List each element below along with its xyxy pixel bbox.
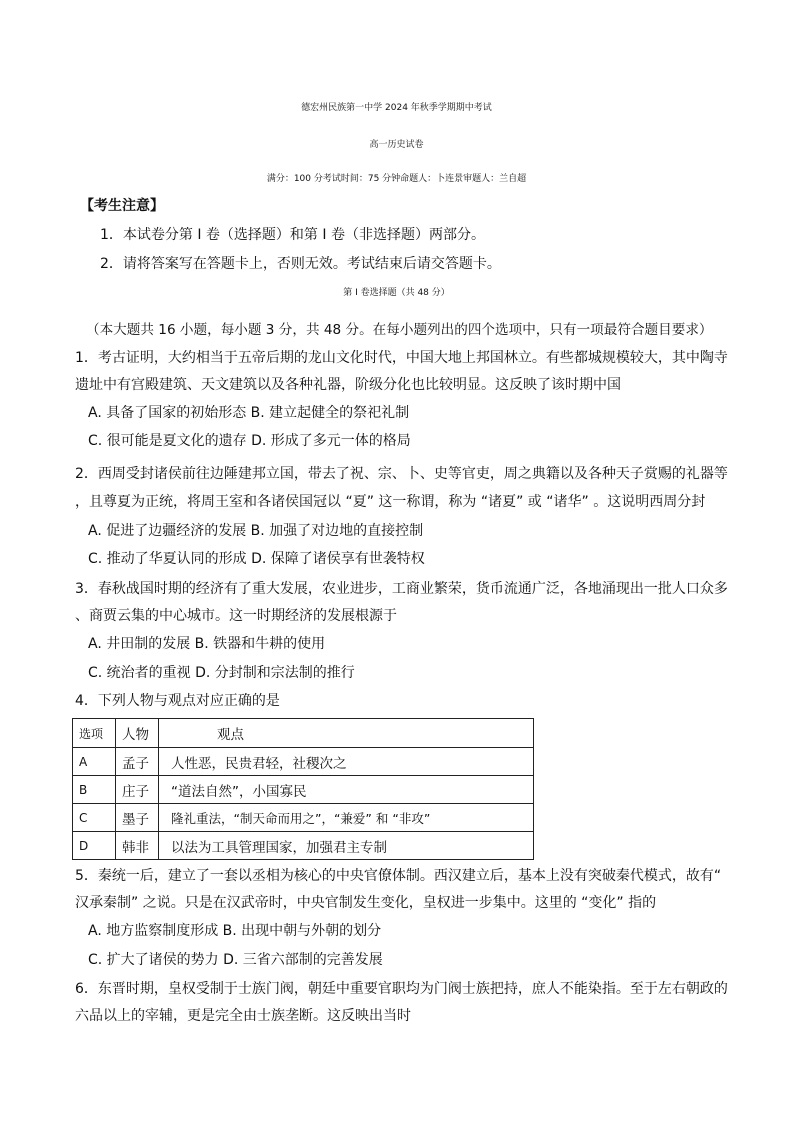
table-row xyxy=(73,748,534,776)
table-header-cell: 人物 xyxy=(116,719,159,748)
q5-stem-line2: 汉承秦制” 之说。只是在汉武帝时，中央官制发生变化，皇权进一步集中。这里的 “变化” 指的 xyxy=(75,895,657,911)
table-cell-view: “道法自然”，小国寡民 xyxy=(159,776,534,804)
table-header-cell: 选项 xyxy=(73,719,116,748)
q2-options-ab: A. 促进了边疆经济的发展 B. 加强了对边地的直接控制 xyxy=(88,523,424,539)
q2-stem-line2: ，且尊夏为正统，将周王室和各诸侯国冠以 “夏” 这一称谓，称为 “诸夏” 或 “诸华” 。这说明西周分封 xyxy=(75,494,706,510)
section1-heading: 第 Ⅰ 卷选择题（共 48 分） xyxy=(343,288,450,298)
table-cell-person: 墨子 xyxy=(116,804,159,832)
table-cell-option: A xyxy=(73,748,116,776)
q1-options-cd: C. 很可能是夏文化的遗存 D. 形成了多元一体的格局 xyxy=(88,433,411,449)
table-cell-option: B xyxy=(73,776,116,804)
table-row xyxy=(73,776,534,804)
q2-stem-line1: 2．西周受封诸侯前往边陲建邦立国，带去了祝、宗、卜、史等官吏，周之典籍以及各种天子赏赐的礼器等 xyxy=(75,466,728,482)
q3-stem-line1: 3．春秋战国时期的经济有了重大发展，农业进步，工商业繁荣，货币流通广泛，各地涌现出一批人口众多 xyxy=(75,581,728,597)
table-cell-view: 以法为工具管理国家，加强君主专制 xyxy=(159,832,534,860)
paper-title: 高一历史试卷 xyxy=(369,140,424,150)
q5-stem-line1: 5．秦统一后，建立了一套以丞相为核心的中央官僚体制。西汉建立后，基本上没有突破秦代模式，故有“ xyxy=(75,868,722,884)
section1-instructions: （本大题共 16 小题，每小题 3 分，共 48 分。在每小题列出的四个选项中，只有一项最符合题目要求） xyxy=(86,322,713,338)
q4-table xyxy=(72,718,534,860)
table-header-cell: 观点 xyxy=(159,719,534,748)
q2-options-cd: C. 推动了华夏认同的形成 D. 保障了诸侯享有世袭特权 xyxy=(88,551,425,567)
q4-stem: 4．下列人物与观点对应正确的是 xyxy=(75,693,280,709)
q3-options-ab: A. 井田制的发展 B. 铁器和牛耕的使用 xyxy=(88,636,326,652)
q1-stem-line1: 1．考古证明，大约相当于五帝后期的龙山文化时代，中国大地上邦国林立。有些都城规模较大，其中陶寺 xyxy=(75,350,728,366)
q3-options-cd: C. 统治者的重视 D. 分封制和宗法制的推行 xyxy=(88,665,355,681)
table-row xyxy=(73,804,534,832)
q3-stem-line2: 、商贾云集的中心城市。这一时期经济的发展根源于 xyxy=(75,608,397,624)
q5-options-cd: C. 扩大了诸侯的势力 D. 三省六部制的完善发展 xyxy=(88,952,383,968)
table-cell-option: D xyxy=(73,832,116,860)
q1-options-ab: A. 具备了国家的初始形态 B. 建立起健全的祭祀礼制 xyxy=(88,405,410,421)
table-cell-view: 隆礼重法，“制天命而用之”，“兼爱” 和 “非攻” xyxy=(159,804,534,832)
table-cell-view: 人性恶，民贵君轻，社稷次之 xyxy=(159,748,534,776)
q1-stem-line2: 遗址中有宫殿建筑、天文建筑以及各种礼器，阶级分化也比较明显。这反映了该时期中国 xyxy=(75,377,621,393)
q6-stem-line2: 六品以上的宰辅，更是完全由士族垄断。这反映出当时 xyxy=(75,1008,411,1024)
table-cell-option: C xyxy=(73,804,116,832)
table-row xyxy=(73,832,534,860)
exam-meta: 满分：100 分考试时间：75 分钟命题人：卜连景审题人：兰自超 xyxy=(266,174,527,184)
q5-options-ab: A. 地方监察制度形成 B. 出现中朝与外朝的划分 xyxy=(88,923,382,939)
notice-item-1: 1．本试卷分第 Ⅰ 卷（选择题）和第 Ⅰ 卷（非选择题）两部分。 xyxy=(100,227,485,243)
table-cell-person: 庄子 xyxy=(116,776,159,804)
notice-heading: 【考生注意】 xyxy=(80,198,164,214)
notice-item-2: 2．请将答案写在答题卡上，否则无效。考试结束后请交答题卡。 xyxy=(100,256,501,272)
table-cell-person: 韩非 xyxy=(116,832,159,860)
school-title: 德宏州民族第一中学 2024 年秋季学期期中考试 xyxy=(301,103,492,113)
table-header-row xyxy=(73,719,534,748)
table-cell-person: 孟子 xyxy=(116,748,159,776)
q6-stem-line1: 6．东晋时期，皇权受制于士族门阀，朝廷中重要官职均为门阀士族把持，庶人不能染指。至于左右朝政的 xyxy=(75,981,728,997)
